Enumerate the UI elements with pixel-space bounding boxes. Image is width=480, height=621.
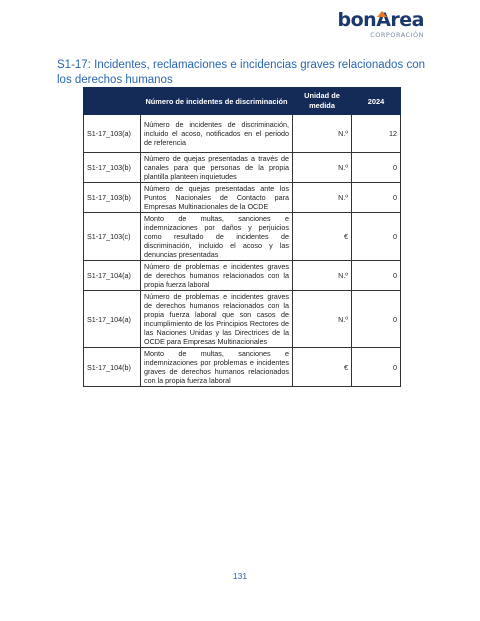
row-code: S1-17_103(a)	[84, 115, 141, 153]
row-unit: N.º	[293, 261, 352, 291]
table-header-row	[84, 88, 401, 115]
incidents-table	[83, 87, 401, 387]
table-row	[84, 153, 401, 183]
row-code: S1-17_103(b)	[84, 183, 141, 213]
logo-a-mark	[376, 10, 390, 30]
row-unit: N.º	[293, 183, 352, 213]
row-value: 12	[352, 115, 401, 153]
row-code: S1-17_104(a)	[84, 261, 141, 291]
row-description: Número de incidentes de discriminación, incluido el acoso, notificados en el periodo de referencia	[141, 115, 293, 153]
logo-text-post: rea	[390, 9, 424, 31]
row-code: S1-17_103(c)	[84, 213, 141, 261]
row-code: S1-17_104(a)	[84, 291, 141, 348]
table-row	[84, 291, 401, 348]
header-unit: Unidad de medida	[293, 88, 352, 115]
table-row	[84, 183, 401, 213]
row-unit: N.º	[293, 115, 352, 153]
logo-text-pre: bon	[337, 9, 377, 31]
logo-triangle-icon	[377, 11, 387, 17]
company-logo	[338, 10, 424, 39]
row-value: 0	[352, 183, 401, 213]
table-row	[84, 115, 401, 153]
row-unit: N.º	[293, 291, 352, 348]
logo-text-a: A	[376, 9, 391, 31]
row-description: Número de quejas presentadas a través de canales para que personas de la propia plantilla planteen inquietudes	[141, 153, 293, 183]
logo-wordmark	[338, 10, 424, 30]
row-description: Número de problemas e incidentes graves de derechos humanos relacionados con la propia fuerza laboral	[141, 261, 293, 291]
row-description: Número de quejas presentadas ante los Puntos Nacionales de Contacto para Empresas Multinacionales de la OCDE	[141, 183, 293, 213]
row-unit: N.º	[293, 153, 352, 183]
logo-subtitle: CORPORACIÓN	[370, 31, 424, 39]
page-number: 131	[232, 571, 248, 581]
row-description: Monto de multas, sanciones e indemnizaciones por daños y perjuicios como resultado de incidentes de discriminación, incluido el acoso y las denuncias presentadas	[141, 213, 293, 261]
table-row	[84, 261, 401, 291]
row-unit: €	[293, 213, 352, 261]
section-title: S1-17: Incidentes, reclamaciones e incidencias graves relacionados con los derechos humanos	[57, 59, 425, 86]
table-row	[84, 348, 401, 387]
table-row	[84, 213, 401, 261]
row-value: 0	[352, 213, 401, 261]
row-code: S1-17_104(b)	[84, 348, 141, 387]
row-value: 0	[352, 348, 401, 387]
row-code: S1-17_103(b)	[84, 153, 141, 183]
row-description: Número de problemas e incidentes graves de derechos humanos relacionados con la propia fuerza laboral que son casos de incumplimiento de los Principios Rectores de las Naciones Unidas y las Directrices de la OCDE para Empresas Multinacionales	[141, 291, 293, 348]
row-unit: €	[293, 348, 352, 387]
row-description: Monto de multas, sanciones e indemnizaciones por problemas e incidentes graves de derechos humanos relacionados con la propia fuerza laboral	[141, 348, 293, 387]
header-description: Número de incidentes de discriminación	[141, 88, 293, 115]
row-value: 0	[352, 261, 401, 291]
header-year: 2024	[352, 88, 401, 115]
header-code	[84, 88, 141, 115]
row-value: 0	[352, 291, 401, 348]
row-value: 0	[352, 153, 401, 183]
